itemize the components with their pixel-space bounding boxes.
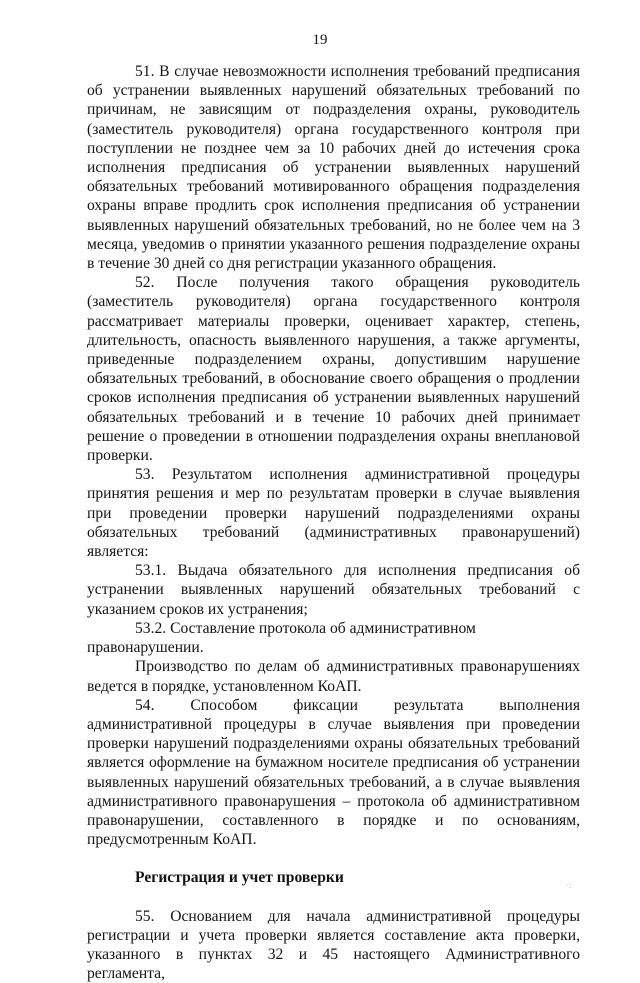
section-heading: Регистрация и учет проверки	[135, 869, 344, 887]
paragraph-55: 55. Основанием для начала административной процедуры регистрации и учета проверки является составление акта проверки, указанного в пунктах 32 и 45 настоящего Административного регламента,	[87, 907, 580, 983]
paragraph-53: 53. Результатом исполнения административной процедуры принятия решения и мер по результатам проверки в случае выявления при проведении проверки нарушений подразделениями охраны обязательных требований (административных правонарушений) является:	[87, 466, 580, 561]
paragraph-51: 51. В случае невозможности исполнения требований предписания об устранении выявленных нарушений обязательных требований по причинам, не зависящим от подразделения охраны, руководитель (заместитель руководителя) органа государственного контроля при поступлении не позднее чем за 10 рабочих дней до истечения срока исполнения предписания об устранении выявленных нарушений обязательных требований мотивированного обращения подразделения охраны вправе продлить срок исполнения предписания об устранении выявленных нарушений обязательных требований, но не более чем на 3 месяца, уведомив о принятии указанного решения подразделение охраны в течение 30 дней со дня регистрации указанного обращения.	[87, 63, 580, 273]
paragraph-53-2: 53.2. Составление протокола об административном правонарушении.	[87, 619, 476, 657]
paragraph-proceedings: Производство по делам об административных правонарушениях ведется в порядке, установленном КоАП.	[87, 658, 580, 695]
corner-mark: ·:	[566, 880, 572, 890]
paragraph-54: 54. Способом фиксации результата выполнения административной процедуры в случае выявления при проведении проверки нарушений подразделениями охраны обязательных требований является оформление на бумажном носителе предписания об устранении выявленных нарушений обязательных требований, а в случае выявления административного правонарушения – протокола об административном правонарушении, составленного в порядке и по основаниям, предусмотренным КоАП.	[87, 696, 580, 849]
document-body	[87, 62, 580, 983]
paragraph-53-1: 53.1. Выдача обязательного для исполнения предписания об устранении выявленных нарушений обязательных требований с указанием сроков их устранения;	[87, 562, 580, 618]
paragraph-52: 52. После получения такого обращения руководитель (заместитель руководителя) органа государственного контроля рассматривает материалы проверки, оценивает характер, степень, длительность, опасность выявленного нарушения, а также аргументы, приведенные подразделением охраны, допустившим нарушение обязательных требований, в обоснование своего обращения о продлении сроков исполнения предписания об устранении выявленных нарушений обязательных требований и в течение 10 рабочих дней принимает решение о проведении в отношении подразделения охраны внеплановой проверки.	[87, 274, 580, 465]
page-number: 19	[312, 32, 328, 48]
